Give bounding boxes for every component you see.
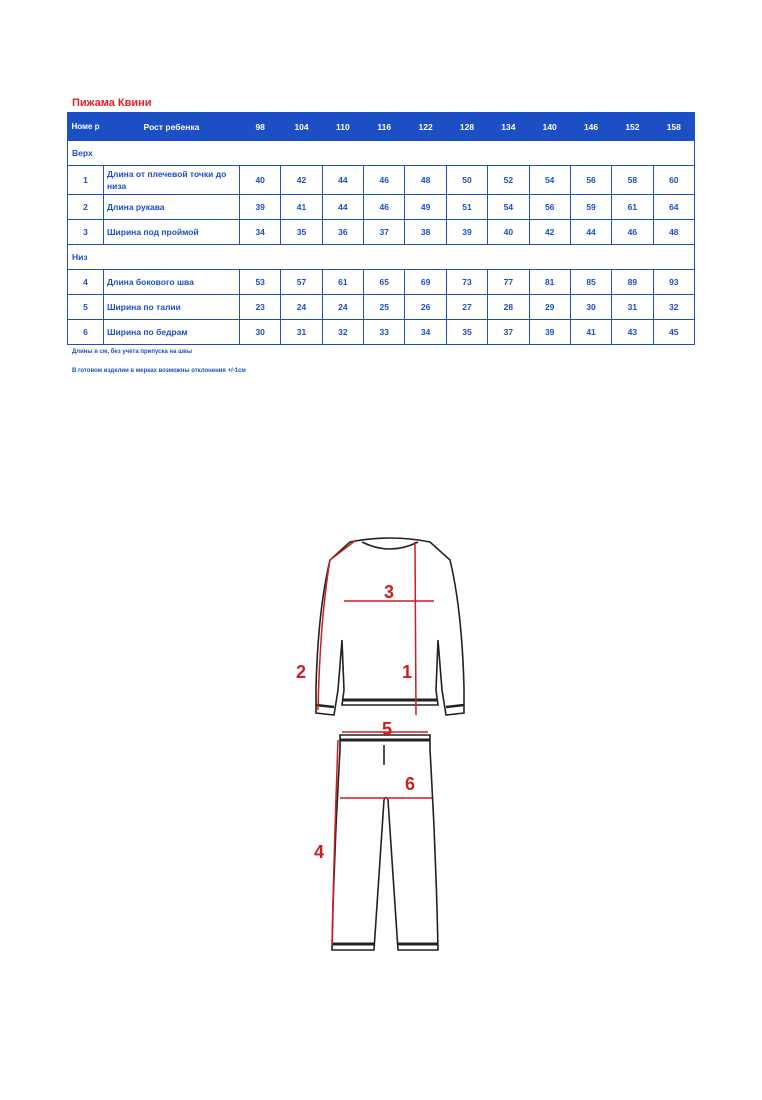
header-size: 116	[364, 113, 405, 141]
size-value: 40	[240, 166, 281, 195]
size-value: 39	[240, 195, 281, 220]
header-size: 152	[612, 113, 653, 141]
size-value: 60	[653, 166, 694, 195]
size-value: 36	[322, 220, 363, 245]
measure-line-1	[415, 542, 416, 715]
size-value: 58	[612, 166, 653, 195]
table-header-row	[68, 113, 695, 141]
measure-label-3: 3	[384, 582, 395, 602]
pajama-diagram	[290, 520, 490, 960]
header-size: 128	[446, 113, 487, 141]
size-value: 39	[529, 320, 570, 345]
size-value: 54	[488, 195, 529, 220]
header-size: 134	[488, 113, 529, 141]
size-value: 32	[322, 320, 363, 345]
size-value: 49	[405, 195, 446, 220]
size-value: 44	[322, 195, 363, 220]
section-label: Низ	[68, 245, 695, 270]
size-value: 45	[653, 320, 694, 345]
header-size: 146	[570, 113, 611, 141]
measure-line-2	[318, 540, 356, 710]
measure-label-5: 5	[382, 719, 393, 739]
measurement-name: Ширина под проймой	[104, 220, 240, 245]
size-value: 30	[240, 320, 281, 345]
measure-line-4	[332, 740, 338, 945]
size-value: 73	[446, 270, 487, 295]
row-number: 3	[68, 220, 104, 245]
size-value: 38	[405, 220, 446, 245]
top-garment	[316, 538, 464, 715]
row-number: 2	[68, 195, 104, 220]
size-value: 29	[529, 295, 570, 320]
size-value: 46	[364, 166, 405, 195]
size-value: 34	[405, 320, 446, 345]
size-value: 56	[570, 166, 611, 195]
size-value: 28	[488, 295, 529, 320]
table-row	[68, 295, 695, 320]
header-size: 104	[281, 113, 322, 141]
size-value: 43	[612, 320, 653, 345]
measurement-lines	[318, 540, 434, 945]
table-row	[68, 166, 695, 195]
size-value: 37	[488, 320, 529, 345]
size-value: 51	[446, 195, 487, 220]
header-number: Номе р	[68, 113, 104, 141]
size-value: 24	[322, 295, 363, 320]
size-value: 46	[364, 195, 405, 220]
row-number: 1	[68, 166, 104, 195]
size-value: 64	[653, 195, 694, 220]
size-value: 39	[446, 220, 487, 245]
measure-label-1: 1	[402, 662, 413, 682]
size-value: 30	[570, 295, 611, 320]
size-value: 27	[446, 295, 487, 320]
size-value: 56	[529, 195, 570, 220]
size-value: 89	[612, 270, 653, 295]
measure-label-2: 2	[296, 662, 307, 682]
size-value: 41	[281, 195, 322, 220]
size-value: 54	[529, 166, 570, 195]
note-measurements: Длины в см, без учета припуска на швы	[72, 349, 192, 355]
measurement-name: Длина рукава	[104, 195, 240, 220]
table-row	[68, 320, 695, 345]
size-value: 44	[570, 220, 611, 245]
row-number: 4	[68, 270, 104, 295]
size-value: 37	[364, 220, 405, 245]
size-value: 33	[364, 320, 405, 345]
section-label: Верх	[68, 141, 695, 166]
size-value: 32	[653, 295, 694, 320]
measurement-name: Длина бокового шва	[104, 270, 240, 295]
size-value: 34	[240, 220, 281, 245]
size-value: 57	[281, 270, 322, 295]
table-row	[68, 220, 695, 245]
header-size: 122	[405, 113, 446, 141]
size-value: 61	[612, 195, 653, 220]
size-value: 61	[322, 270, 363, 295]
table-row	[68, 195, 695, 220]
size-table	[67, 112, 695, 345]
header-size: 158	[653, 113, 694, 141]
header-height: Рост ребенка	[104, 113, 240, 141]
measurement-name: Ширина по бедрам	[104, 320, 240, 345]
size-value: 42	[281, 166, 322, 195]
size-value: 42	[529, 220, 570, 245]
row-number: 6	[68, 320, 104, 345]
header-size: 98	[240, 113, 281, 141]
size-value: 44	[322, 166, 363, 195]
size-value: 40	[488, 220, 529, 245]
size-value: 50	[446, 166, 487, 195]
measurement-name: Ширина по талии	[104, 295, 240, 320]
size-value: 31	[612, 295, 653, 320]
size-value: 25	[364, 295, 405, 320]
table-row	[68, 270, 695, 295]
size-value: 77	[488, 270, 529, 295]
bottom-garment	[332, 735, 438, 950]
size-value: 35	[281, 220, 322, 245]
size-value: 23	[240, 295, 281, 320]
size-value: 59	[570, 195, 611, 220]
section-row	[68, 141, 695, 166]
size-value: 31	[281, 320, 322, 345]
note-tolerance: В готовом изделии в мерках возможны отклонения +/-1см	[72, 368, 246, 374]
size-value: 46	[612, 220, 653, 245]
size-value: 52	[488, 166, 529, 195]
measurement-name: Длина от плечевой точки до низа	[104, 166, 240, 195]
size-value: 26	[405, 295, 446, 320]
size-value: 41	[570, 320, 611, 345]
size-value: 53	[240, 270, 281, 295]
header-size: 110	[322, 113, 363, 141]
size-value: 35	[446, 320, 487, 345]
size-value: 65	[364, 270, 405, 295]
measure-label-6: 6	[405, 774, 416, 794]
size-value: 69	[405, 270, 446, 295]
size-value: 93	[653, 270, 694, 295]
size-value: 85	[570, 270, 611, 295]
row-number: 5	[68, 295, 104, 320]
measure-label-4: 4	[314, 842, 325, 862]
size-value: 24	[281, 295, 322, 320]
size-value: 81	[529, 270, 570, 295]
size-value: 48	[405, 166, 446, 195]
section-row	[68, 245, 695, 270]
size-value: 48	[653, 220, 694, 245]
page-title: Пижама Квини	[72, 97, 152, 109]
header-size: 140	[529, 113, 570, 141]
